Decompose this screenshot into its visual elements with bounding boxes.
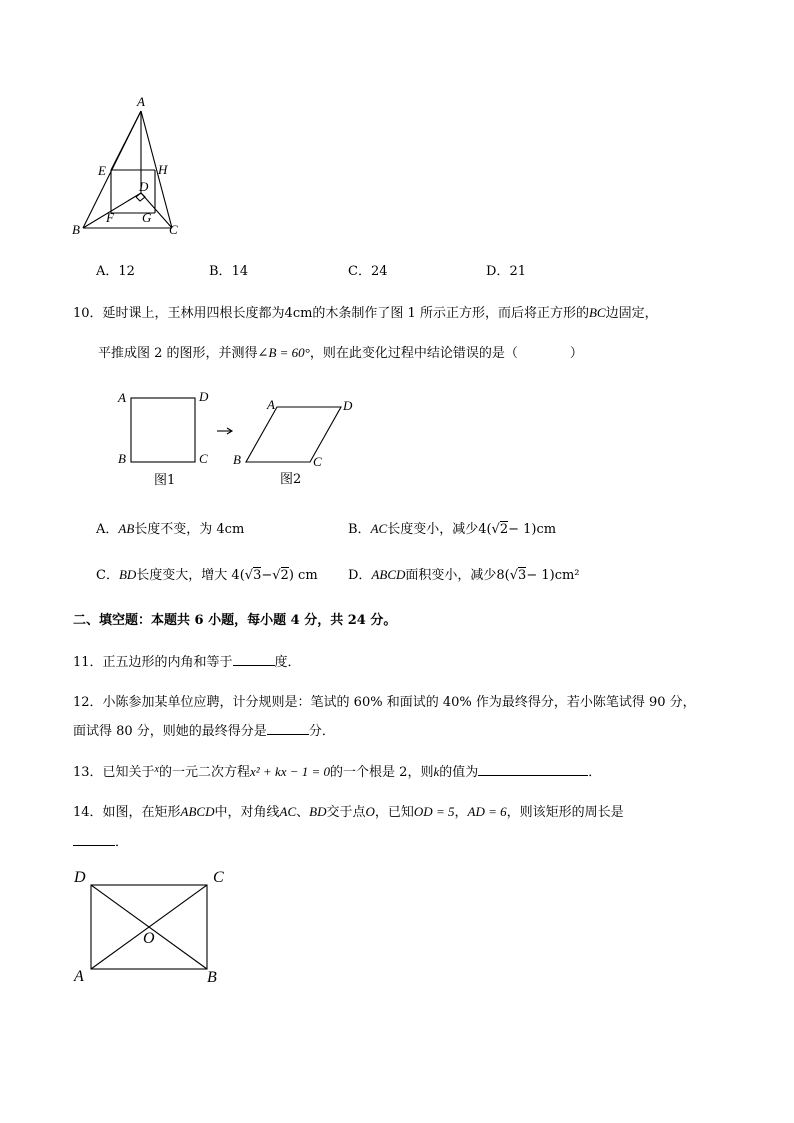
q10-option-b[interactable]: B．AC长度变小，减少4(√2− 1)cm — [348, 521, 557, 537]
q9-label-C: C — [169, 222, 178, 237]
q13-equation: x² + kx − 1 = 0 — [250, 764, 331, 779]
q10-option-d[interactable]: D．ABCD面积变小，减少8(√3− 1)cm² — [348, 567, 580, 583]
q14-rect: ABCD — [180, 804, 215, 819]
q10-fig2-label-C: C — [313, 454, 322, 469]
q10-line2-start: 平推成图 2 的图形，并测得 — [98, 346, 258, 361]
q10-fig1-label-D: D — [199, 389, 209, 404]
q10-line1-text: 延时课上，王林用四根长度都为4cm的木条制作了图 1 所示正方形，而后将正方形的 — [102, 306, 589, 321]
q13-suffix: 的值为 — [439, 765, 479, 780]
q14-line1-e: ，则该矩形的周长是 — [506, 805, 624, 820]
q12-line1: 12．小陈参加某单位应聘，计分规则是：笔试的 60% 和面试的 40% 作为最终得分，若小陈笔试得 90 分， — [73, 695, 696, 710]
q10-option-c-tail: cm — [298, 568, 318, 583]
q14-line1-b: 中，对角线 — [214, 805, 280, 820]
q9-label-F: F — [106, 210, 114, 225]
q10-option-b-var: AC — [370, 521, 388, 536]
q14-ac: AC — [279, 804, 297, 819]
q9-label-D: D — [139, 179, 149, 194]
q14-label-B: B — [207, 969, 217, 986]
q10-fig2-caption: 图2 — [280, 472, 302, 487]
q10-number: 10． — [73, 306, 103, 321]
q14-comma: ， — [454, 805, 468, 820]
q14-line1-a: 14．如图，在矩形 — [73, 805, 181, 820]
q9-label-A: A — [137, 94, 145, 109]
q10-option-c-minus: − — [261, 568, 273, 583]
q13-end: ． — [588, 765, 602, 780]
q9-label-E: E — [98, 163, 106, 178]
q10-fig1-caption: 图1 — [154, 473, 176, 488]
q13-prefix: 13．已知关于 — [73, 765, 155, 780]
q14-line2-end: ． — [115, 835, 129, 850]
q9-option-b-letter: B． — [209, 264, 232, 279]
q13-mid2: 的一个根是 2，则 — [330, 765, 434, 780]
q10-option-c-var: BD — [118, 567, 137, 582]
q10-option-b-text: 长度变小，减少 — [387, 522, 479, 537]
q9-label-B: B — [72, 222, 80, 237]
q14-label-D: D — [74, 869, 86, 886]
q9-option-c-text: 24 — [370, 264, 388, 279]
q13-var-k: k — [433, 764, 440, 779]
q10-option-c-rad1: 3 — [253, 568, 262, 583]
q9-option-d-letter: D． — [486, 264, 510, 279]
q10-option-d-rad: 3 — [518, 568, 527, 583]
q10-fig2-label-A: A — [267, 397, 275, 412]
q10-option-c-letter: C． — [96, 568, 119, 583]
q10-option-a-var: AB — [118, 521, 135, 536]
q14-label-A: A — [74, 968, 84, 985]
q10-fig1-label-A: A — [118, 390, 126, 405]
q9-option-a-text: 12 — [118, 264, 135, 279]
q10-fig2-label-B: B — [233, 452, 241, 467]
q10-option-d-letter: D． — [348, 568, 372, 583]
q9-label-G: G — [142, 210, 152, 225]
q14-od: OD = 5 — [413, 804, 455, 819]
q9-option-d-text: 21 — [509, 264, 526, 279]
q10-option-d-var: ABCD — [371, 567, 406, 582]
q14-label-C: C — [213, 869, 224, 886]
q14-o: O — [365, 804, 375, 819]
q10-option-a-letter: A． — [96, 522, 119, 537]
q10-fig2-label-D: D — [343, 398, 353, 413]
q10-fig1-label-C: C — [199, 451, 208, 466]
q12-line2-after: 分． — [308, 724, 335, 739]
q13-mid: 的一元二次方程 — [159, 765, 251, 780]
q13-var-x: x — [154, 764, 159, 775]
q10-option-b-coef: 4( — [478, 522, 492, 537]
q10-option-b-tail: − 1)cm — [508, 522, 557, 537]
q10-angle: ∠B = 60° — [257, 345, 310, 360]
q10-option-d-tail: − 1)cm² — [526, 568, 580, 583]
q9-option-c-letter: C． — [348, 264, 371, 279]
q12-line2-before: 面试得 80 分，则她的最终得分是 — [73, 724, 267, 739]
q14-line1-d: ，已知 — [374, 805, 414, 820]
q10-line1-end: 边固定， — [605, 306, 658, 321]
q10-line2-end: ，则在此变化过程中结论错误的是（ ） — [309, 346, 583, 361]
q14-line1-c: 交于点 — [326, 805, 366, 820]
q10-option-c-rad2: 2 — [280, 568, 289, 583]
q10-option-c[interactable]: C．BD长度变大，增大 4(√3−√2) cm — [96, 567, 318, 583]
q14-label-O: O — [143, 930, 155, 947]
q9-option-a-letter: A． — [96, 264, 119, 279]
q10-fig1-label-B: B — [118, 451, 126, 466]
q14-bd: BD — [309, 804, 327, 819]
q9-option-b-text: 14 — [231, 264, 249, 279]
q11-text-before: 11．正五边形的内角和等于 — [73, 655, 233, 670]
q10-option-b-letter: B． — [348, 522, 371, 537]
q10-option-d-text: 面积变小，减少 — [405, 568, 497, 583]
q14-ad: AD = 6 — [467, 804, 507, 819]
q10-option-a-text: 长度不变，为 4cm — [134, 522, 245, 537]
q10-bc: BC — [588, 305, 606, 320]
q10-option-d-coef: 8( — [496, 568, 510, 583]
q10-option-c-text: 长度变大，增大 4 — [136, 568, 240, 583]
section-2-title: 二、填空题：本题共 6 小题，每小题 4 分，共 24 分。 — [73, 613, 397, 628]
q9-label-H: H — [158, 162, 168, 177]
q14-sep: 、 — [296, 805, 310, 820]
q10-option-b-rad: 2 — [499, 522, 509, 537]
q11-text-after: 度． — [274, 655, 301, 670]
